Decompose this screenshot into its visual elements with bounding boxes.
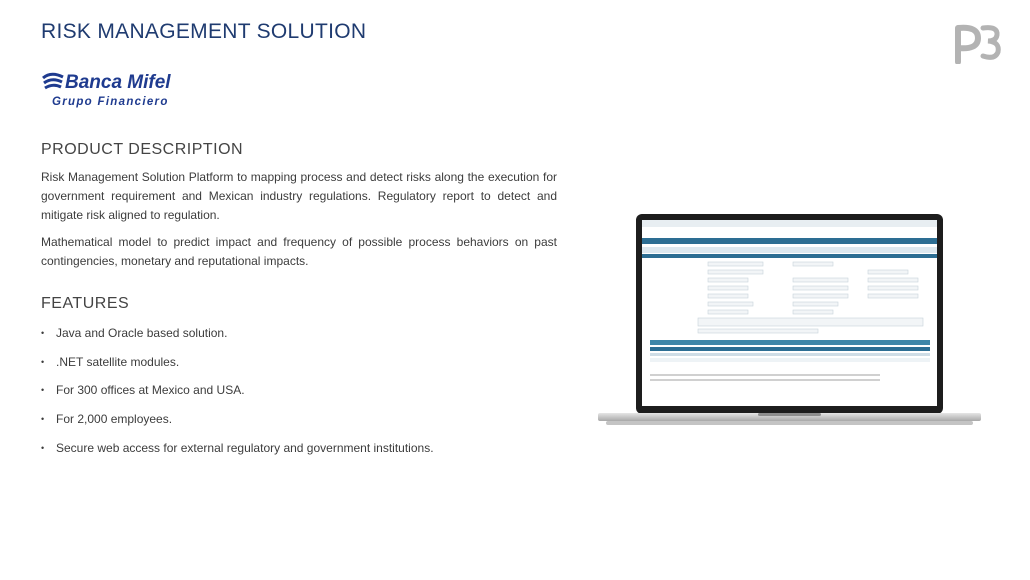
page-title: RISK MANAGEMENT SOLUTION: [41, 20, 367, 43]
product-paragraph-2: Mathematical model to predict impact and frequency of possible process behaviors on past contingencies, monetary and reputational impacts.: [41, 235, 557, 268]
feature-item: • Secure web access for external regulatory and government institutions.: [41, 441, 434, 455]
feature-item: • For 2,000 employees.: [41, 412, 173, 426]
feature-item-text: For 300 offices at Mexico and USA.: [56, 383, 245, 397]
logo-name: Banca Mifel: [65, 72, 171, 93]
feature-item-text: For 2,000 employees.: [56, 412, 173, 426]
feature-item: • For 300 offices at Mexico and USA.: [41, 383, 245, 397]
feature-item-text: .NET satellite modules.: [56, 355, 180, 369]
product-description-heading: PRODUCT DESCRIPTION: [41, 141, 244, 158]
banca-mifel-logo: [41, 70, 181, 114]
mifel-emblem-icon: [41, 72, 65, 94]
logo-subtitle: Grupo Financiero: [52, 96, 169, 108]
features-heading: FEATURES: [41, 295, 130, 312]
feature-item-text: Java and Oracle based solution.: [56, 326, 228, 340]
feature-item: • .NET satellite modules.: [41, 355, 180, 369]
feature-item: • Java and Oracle based solution.: [41, 326, 228, 340]
p3-logo: [952, 20, 1004, 64]
laptop-screenshot-image: [598, 214, 981, 432]
product-paragraph-1: Risk Management Solution Platform to mapping process and detect risks along the execution for government requirement and Mexican industry regulations. Regulatory report to detect and mitigate risk aligned to regulation.: [41, 170, 557, 222]
feature-item-text: Secure web access for external regulatory and government institutions.: [56, 441, 434, 455]
